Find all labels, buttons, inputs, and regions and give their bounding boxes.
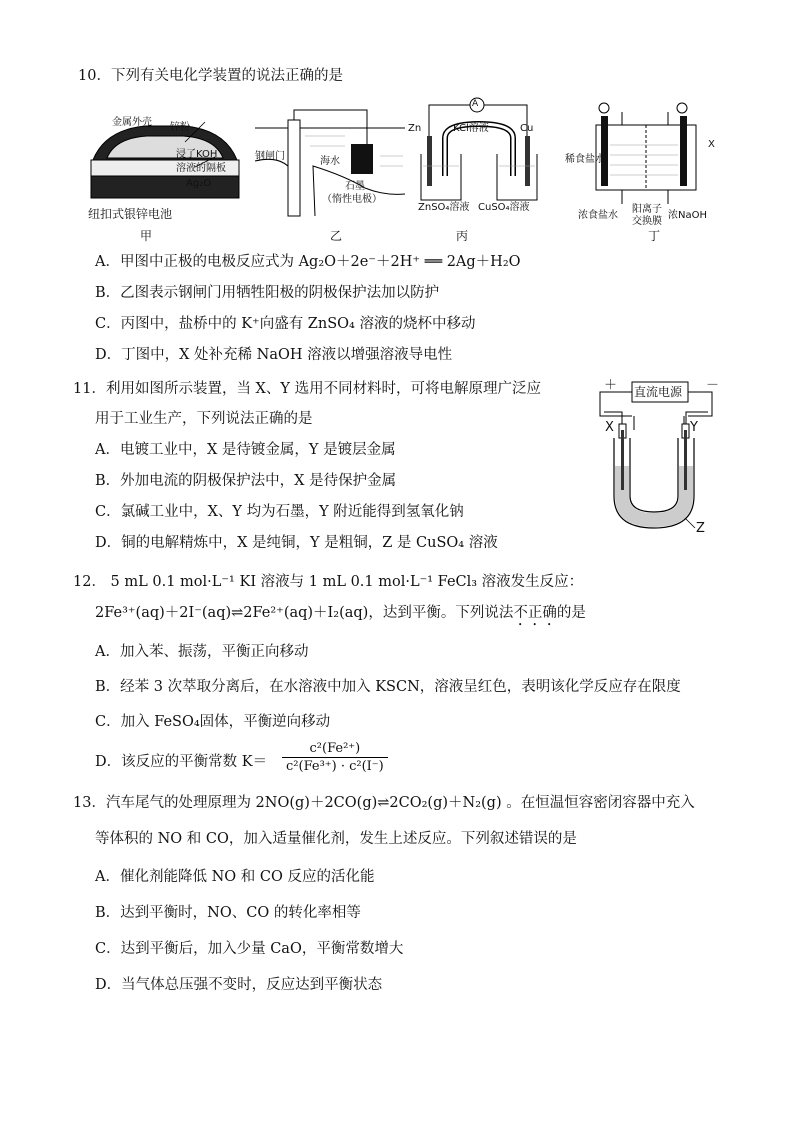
label-membrane-1: 阳离子	[632, 204, 662, 215]
q10-option-b: B．乙图表示钢闸门用牺牲阳极的阴极保护法加以防护	[95, 285, 440, 301]
label-ag2o: Ag₂O	[186, 178, 212, 189]
label-metal-shell: 金属外壳	[112, 117, 152, 128]
label-kcl: KCl溶液	[453, 123, 489, 134]
q12-option-b: B．经苯 3 次萃取分离后，在水溶液中加入 KSCN，溶液呈红色，表明该化学反应存在限度	[95, 679, 681, 695]
label-cathode-minus: －	[706, 378, 720, 393]
label-solution-z: Z	[696, 521, 705, 536]
q12-emphasis: 不正确	[513, 605, 557, 621]
q10-option-d: D．丁图中，X 处补充稀 NaOH 溶液以增强溶液导电性	[95, 347, 453, 363]
q13-option-c: C．达到平衡后，加入少量 CaO，平衡常数增大	[95, 941, 404, 957]
q13-stem-2: 等体积的 NO 和 CO，加入适量催化剂，发生上述反应。下列叙述错误的是	[95, 831, 577, 847]
q13-option-b: B．达到平衡时，NO、CO 的转化率相等	[95, 905, 361, 921]
q11-option-a: A．电镀工业中，X 是待镀金属，Y 是镀层金属	[95, 442, 396, 458]
label-cu: Cu	[520, 123, 534, 134]
q12-stem-2a: 2Fe³⁺(aq)＋2I⁻(aq)⇌2Fe²⁺(aq)＋I₂(aq)，达到平衡。下列说法	[95, 605, 514, 621]
caption-ding: 丁	[648, 229, 661, 243]
q11-option-d: D．铜的电解精炼中，X 是纯铜，Y 是粗铜，Z 是 CuSO₄ 溶液	[95, 535, 498, 551]
q12-stem-2	[95, 603, 586, 629]
label-steel-gate: 钢闸门	[255, 151, 285, 162]
q12-stem-1: 12． 5 mL 0.1 mol·L⁻¹ KI 溶液与 1 mL 0.1 mol·L⁻¹ FeCl₃ 溶液发生反应：	[73, 574, 584, 590]
label-koh-1: 浸了KOH	[176, 149, 218, 160]
label-dilute-brine: 稀食盐水	[565, 154, 605, 165]
label-conc-naoh: 浓NaOH	[668, 210, 707, 221]
label-inert-electrode: （惰性电极）	[322, 194, 382, 205]
label-conc-brine: 浓食盐水	[578, 210, 618, 221]
q13-stem-1: 13．汽车尾气的处理原理为 2NO(g)＋2CO(g)⇌2CO₂(g)＋N₂(g) 。在恒温恒容密闭容器中充入	[73, 795, 695, 811]
u-tube-drawing	[600, 378, 720, 538]
label-seawater: 海水	[320, 156, 340, 167]
q13-option-a: A．催化剂能降低 NO 和 CO 反应的活化能	[95, 869, 375, 885]
q10-option-a: A．甲图中正极的电极反应式为 Ag₂O＋2e⁻＋2H⁺ ══ 2Ag＋H₂O	[95, 254, 521, 270]
label-electrode-x: X	[605, 420, 614, 435]
caption-jia: 甲	[140, 229, 153, 243]
label-koh-2: 溶液的隔板	[176, 163, 226, 174]
equilibrium-fraction	[282, 740, 388, 775]
q11-option-c: C．氯碱工业中，X、Y 均为石墨，Y 附近能得到氢氧化钠	[95, 504, 464, 520]
q11-stem-1: 11．利用如图所示装置，当 X、Y 选用不同材料时，可将电解原理广泛应	[73, 381, 542, 397]
caption-yi: 乙	[330, 229, 343, 243]
q12-stem-2c: 的是	[556, 605, 586, 621]
label-cuso4: CuSO₄溶液	[478, 202, 530, 213]
label-dc-power: 直流电源	[634, 385, 683, 399]
caption-bing: 丙	[456, 229, 469, 243]
q12-option-a: A．加入苯、振荡，平衡正向移动	[95, 644, 309, 660]
chlor-alkali-drawing	[592, 100, 707, 210]
q10-option-c: C．丙图中，盐桥中的 K⁺向盛有 ZnSO₄ 溶液的烧杯中移动	[95, 316, 476, 332]
label-znso4: ZnSO₄溶液	[418, 202, 470, 213]
q12-option-c: C．加入 FeSO₄固体，平衡逆向移动	[95, 714, 331, 730]
q12-option-d-prefix: D．该反应的平衡常数 K＝	[95, 754, 268, 770]
label-x-inlet: X	[708, 139, 715, 150]
label-zn: Zn	[408, 123, 422, 134]
fraction-denominator: c²(Fe³⁺) · c²(I⁻)	[286, 759, 384, 774]
q12-option-d	[95, 752, 267, 772]
label-membrane-2: 交换膜	[632, 216, 662, 227]
label-graphite: 石墨	[345, 181, 365, 192]
q10-stem: 10．下列有关电化学装置的说法正确的是	[78, 68, 343, 84]
label-zinc-powder: 锌粉	[170, 122, 190, 133]
label-electrode-y: Y	[690, 420, 698, 435]
label-anode-plus: ＋	[604, 378, 618, 393]
fraction-numerator: c²(Fe²⁺)	[309, 741, 361, 756]
ammeter-label: A	[472, 99, 479, 109]
galvanic-cell-drawing	[415, 96, 545, 206]
q13-option-d: D．当气体总压强不变时，反应达到平衡状态	[95, 977, 383, 993]
q11-option-b: B．外加电流的阴极保护法中，X 是待保护金属	[95, 473, 397, 489]
q11-stem-2: 用于工业生产，下列说法正确的是	[95, 411, 313, 427]
label-button-cell: 纽扣式银锌电池	[88, 207, 173, 221]
